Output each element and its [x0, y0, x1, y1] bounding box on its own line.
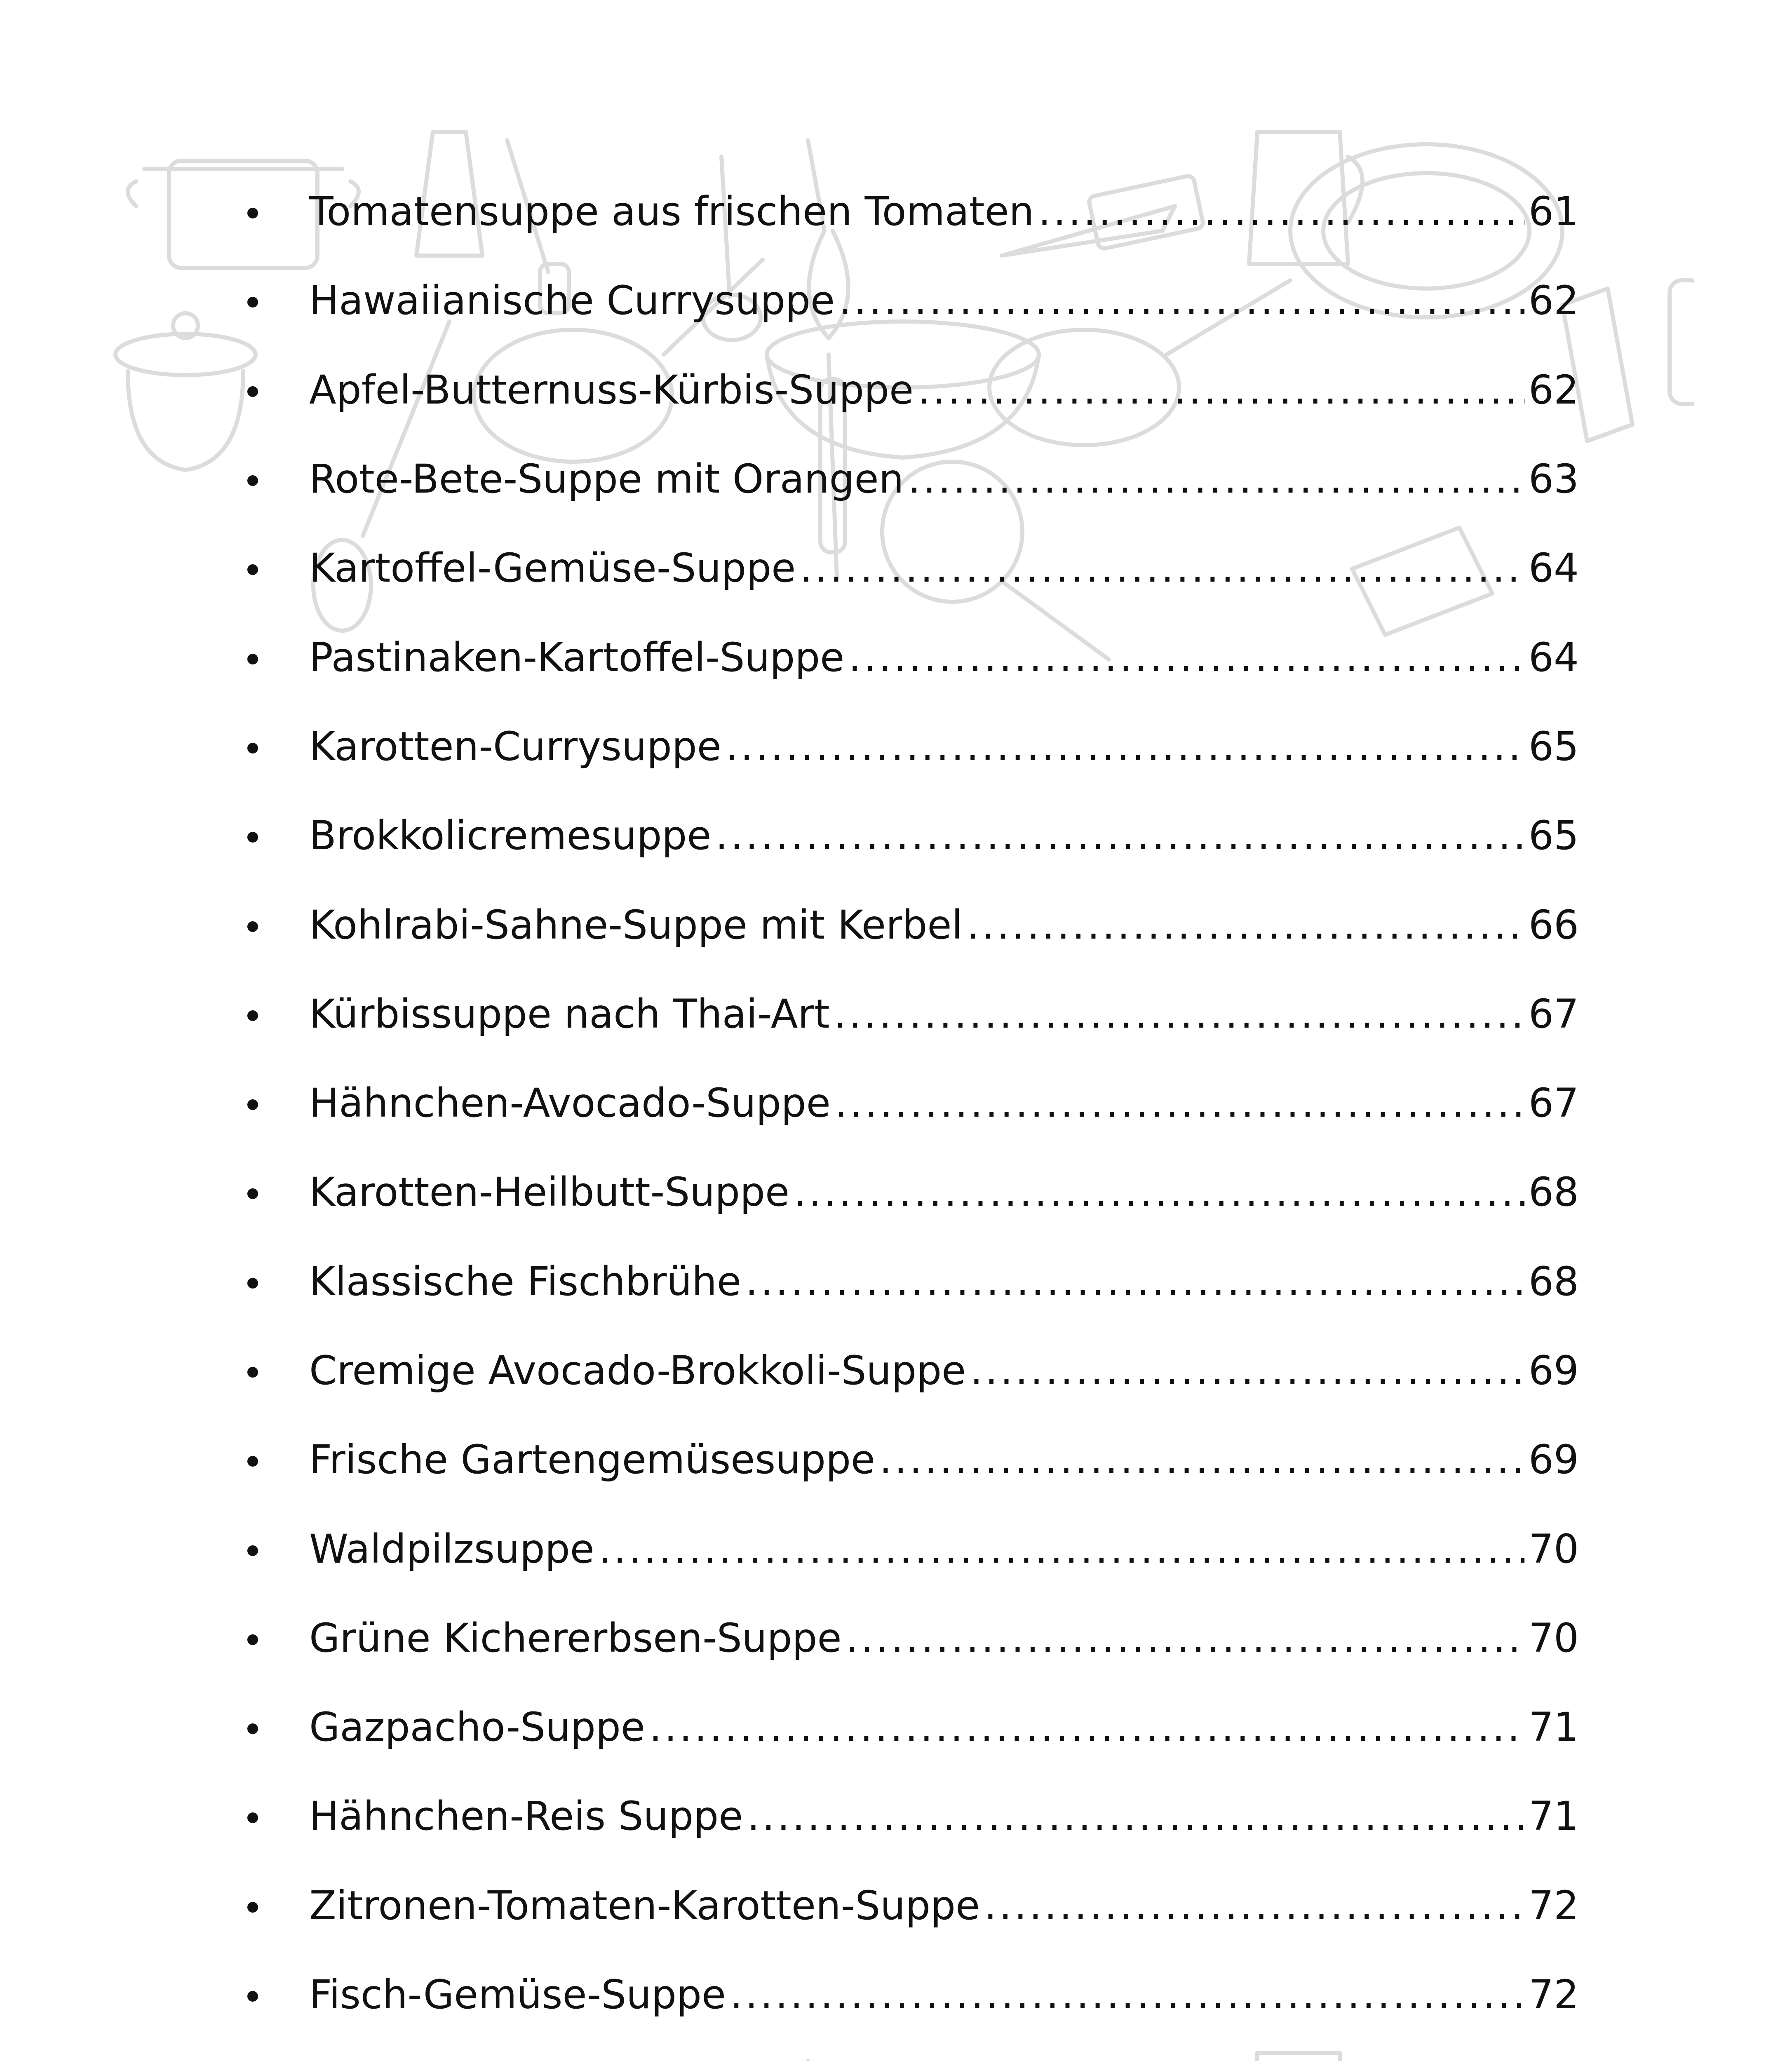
toc-entry-page-number: 68 [1528, 1258, 1579, 1305]
bullet-icon [247, 1545, 258, 1556]
toc-entry-title: Brokkolicremesuppe [309, 812, 712, 859]
toc-entry-title: Klassische Fischbrühe [309, 1258, 742, 1305]
bullet-icon [247, 386, 258, 397]
bullet-icon [247, 654, 258, 664]
dot-leader [726, 727, 1524, 766]
toc-entry [243, 523, 1579, 613]
dot-leader [800, 548, 1524, 588]
toc-entry [243, 1148, 1579, 1237]
toc-entry-link[interactable] [309, 1526, 1579, 1572]
toc-entry-link[interactable] [309, 1882, 1579, 1929]
bullet-icon [247, 832, 258, 843]
bullet-icon [247, 208, 258, 218]
bullet-icon [247, 1991, 258, 2002]
toc-entry [243, 1772, 1579, 1861]
dot-leader [649, 1707, 1524, 1747]
toc-entry-title: Waldpilzsuppe [309, 1526, 594, 1572]
dot-leader [747, 1796, 1524, 1836]
toc-entry-link[interactable] [309, 277, 1579, 324]
toc-entry-page-number: 63 [1528, 456, 1579, 502]
dot-leader [835, 1083, 1524, 1123]
toc-entry-link[interactable] [309, 1169, 1579, 1216]
bullet-icon [247, 1367, 258, 1378]
toc-entry-title: Grüne Kichererbsen-Suppe [309, 1615, 842, 1661]
toc-entry-page-number: 69 [1528, 1347, 1579, 1394]
toc-entry-link[interactable] [309, 1347, 1579, 1394]
toc-entry [243, 1683, 1579, 1772]
toc-entry-page-number: 72 [1528, 1882, 1579, 1929]
toc-entry [243, 1861, 1579, 1950]
toc-entry-page-number: 65 [1528, 723, 1579, 770]
toc-entry-link[interactable] [309, 1080, 1579, 1127]
toc-entry [243, 345, 1579, 434]
toc-entry [243, 1594, 1579, 1683]
dot-leader [715, 816, 1524, 855]
toc-entry-title: Hähnchen-Reis Suppe [309, 1793, 743, 1840]
toc-entry-page-number: 61 [1528, 188, 1579, 235]
toc-entry-page-number: 67 [1528, 1080, 1579, 1127]
bullet-icon [247, 1099, 258, 1110]
toc-entry [243, 613, 1579, 702]
toc-entry-title: Frische Gartengemüsesuppe [309, 1437, 876, 1483]
toc-entry-title: Kürbissuppe nach Thai-Art [309, 991, 830, 1037]
toc-entry-page-number: 70 [1528, 1615, 1579, 1661]
dot-leader [745, 1262, 1524, 1301]
bullet-icon [247, 1188, 258, 1199]
bullet-icon [247, 475, 258, 486]
toc-entry-link[interactable] [309, 901, 1579, 948]
toc-entry [243, 2039, 1579, 2061]
bullet-icon [247, 1902, 258, 1913]
bullet-icon [247, 1812, 258, 1823]
toc-entry-link[interactable] [309, 991, 1579, 1037]
toc-entry-link[interactable] [309, 188, 1579, 235]
toc-entry-page-number: 71 [1528, 1704, 1579, 1751]
toc-entry [243, 1326, 1579, 1415]
toc-entry-page-number: 64 [1528, 634, 1579, 681]
toc-entry-title: Fisch-Gemüse-Suppe [309, 1972, 726, 2018]
dot-leader [918, 370, 1524, 410]
toc-entry-title: Pastinaken-Kartoffel-Suppe [309, 634, 845, 681]
bullet-icon [247, 297, 258, 308]
bullet-icon [247, 1723, 258, 1734]
toc-entry-page-number: 72 [1528, 1972, 1579, 2018]
toc-entry-page-number: 62 [1528, 277, 1579, 324]
toc-entry [243, 1950, 1579, 2039]
toc-entry-title: Kartoffel-Gemüse-Suppe [309, 545, 796, 592]
toc-entry-link[interactable] [309, 545, 1579, 592]
bullet-icon [247, 743, 258, 754]
grater-icon [1562, 280, 1694, 441]
toc-entry [243, 791, 1579, 880]
toc-entry-title: Kohlrabi-Sahne-Suppe mit Kerbel [309, 901, 963, 948]
toc-entry-link[interactable] [309, 1704, 1579, 1751]
dot-leader [730, 1975, 1524, 2014]
dot-leader [879, 1440, 1524, 1479]
table-of-contents [243, 167, 1579, 2061]
bullet-icon [247, 1278, 258, 1289]
bullet-icon [247, 564, 258, 575]
toc-entry [243, 256, 1579, 345]
toc-entry [243, 1059, 1579, 1148]
toc-entry-link[interactable] [309, 812, 1579, 859]
toc-entry [243, 1504, 1579, 1593]
toc-entry-link[interactable] [309, 456, 1579, 502]
toc-entry-page-number: 69 [1528, 1437, 1579, 1483]
toc-entry-page-number: 62 [1528, 366, 1579, 413]
dot-leader [794, 1172, 1524, 1212]
toc-entry [243, 1415, 1579, 1504]
toc-entry-link[interactable] [309, 723, 1579, 770]
toc-entry-title: Hähnchen-Avocado-Suppe [309, 1080, 831, 1127]
toc-entry-link[interactable] [309, 634, 1579, 681]
toc-entry-title: Tomatensuppe aus frischen Tomaten [309, 188, 1034, 235]
bullet-icon [247, 921, 258, 932]
toc-entry-title: Cremige Avocado-Brokkoli-Suppe [309, 1347, 966, 1394]
dot-leader [970, 1351, 1524, 1390]
toc-entry [243, 969, 1579, 1059]
dot-leader [834, 994, 1524, 1034]
toc-entry-title: Rote-Bete-Suppe mit Orangen [309, 456, 904, 502]
toc-entry-page-number: 68 [1528, 1169, 1579, 1216]
toc-entry-title: Karotten-Currysuppe [309, 723, 721, 770]
toc-entry-title: Gazpacho-Suppe [309, 1704, 645, 1751]
toc-entry [243, 434, 1579, 523]
toc-entry [243, 880, 1579, 969]
bullet-icon [247, 1010, 258, 1021]
toc-entry [243, 702, 1579, 791]
toc-entry [243, 1237, 1579, 1326]
cooking-pot-lid-icon [115, 313, 256, 470]
bullet-icon [247, 1456, 258, 1467]
toc-entry-page-number: 67 [1528, 991, 1579, 1037]
toc-entry-link[interactable] [309, 1615, 1579, 1661]
toc-entry-page-number: 71 [1528, 1793, 1579, 1840]
toc-entry-link[interactable] [309, 1258, 1579, 1305]
dot-leader [839, 281, 1524, 320]
dot-leader [967, 905, 1524, 945]
toc-entry-page-number: 65 [1528, 812, 1579, 859]
dot-leader [599, 1529, 1524, 1569]
dot-leader [848, 638, 1524, 677]
toc-entry-link[interactable] [309, 1972, 1579, 2018]
toc-entry-link[interactable] [309, 1437, 1579, 1483]
dot-leader [984, 1886, 1524, 1925]
toc-entry [243, 167, 1579, 256]
toc-entry-page-number: 64 [1528, 545, 1579, 592]
toc-entry-title: Zitronen-Tomaten-Karotten-Suppe [309, 1882, 980, 1929]
dot-leader [908, 459, 1524, 499]
dot-leader [846, 1618, 1524, 1658]
toc-entry-title: Karotten-Heilbutt-Suppe [309, 1169, 790, 1216]
toc-entry-link[interactable] [309, 1793, 1579, 1840]
toc-entry-page-number: 70 [1528, 1526, 1579, 1572]
toc-entry-title: Apfel-Butternuss-Kürbis-Suppe [309, 366, 914, 413]
dot-leader [1038, 192, 1524, 231]
toc-entry-title: Hawaiianische Currysuppe [309, 277, 835, 324]
bullet-icon [247, 1634, 258, 1645]
toc-entry-page-number: 66 [1528, 901, 1579, 948]
toc-entry-link[interactable] [309, 366, 1579, 413]
